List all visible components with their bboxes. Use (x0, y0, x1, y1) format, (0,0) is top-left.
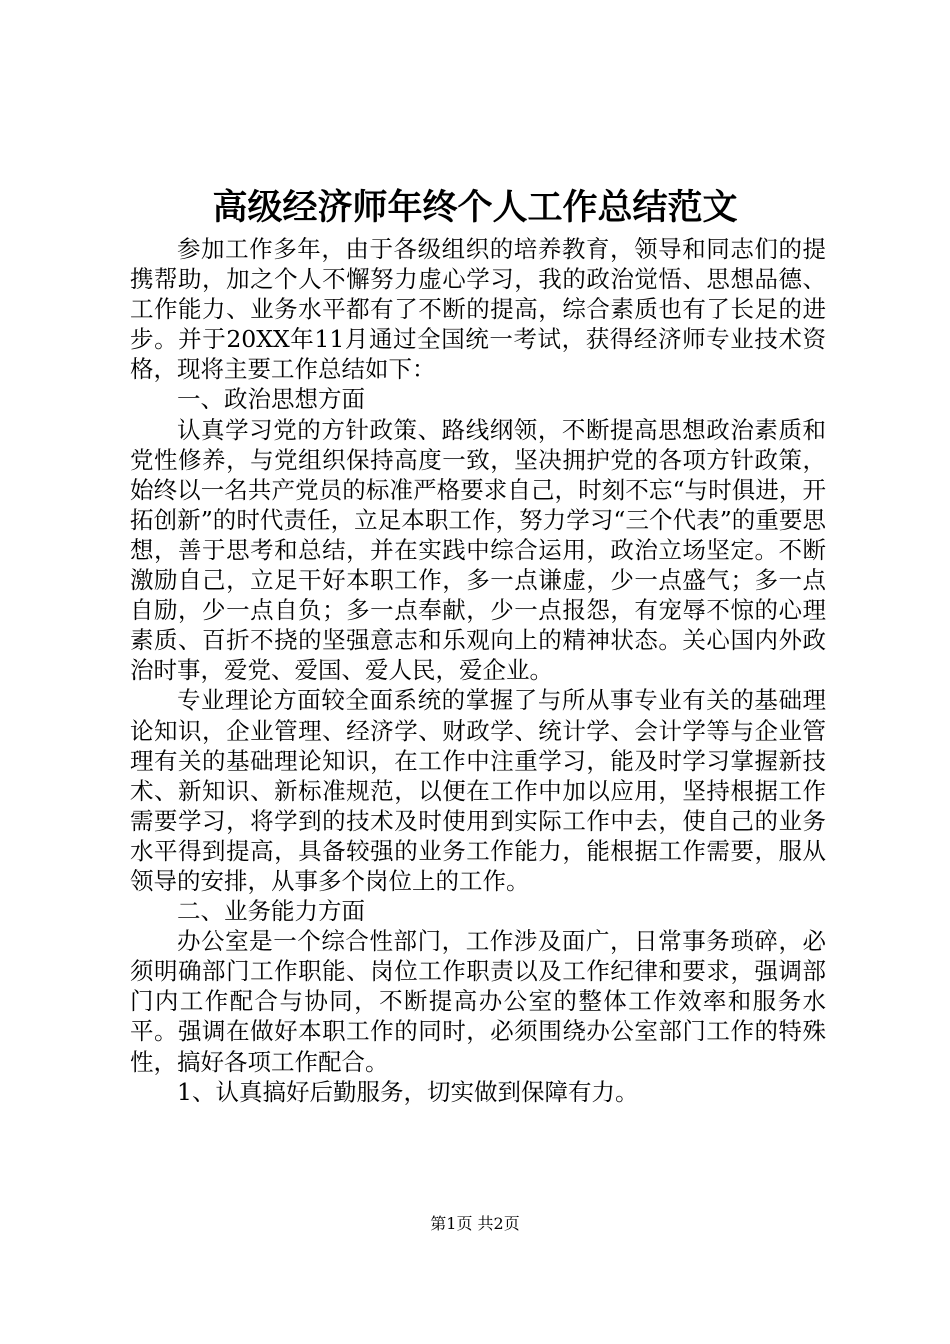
theory-paragraph: 专业理论方面较全面系统的掌握了与所从事专业有关的基础理论知识，企业管理、经济学、财政学、统计学、会计学等与企业管理有关的基础理论知识，在工作中注重学习，能及时学习掌握新技术、新知识、新标准规范，以便在工作中加以应用，坚持根据工作需要学习，将学到的技术及时使用到实际工作中去，使自己的业务水平得到提高，具备较强的业务工作能力，能根据工作需要，服从领导的安排，从事多个岗位上的工作。 (130, 686, 826, 895)
document-body (130, 234, 826, 1107)
section-heading-politics: 一、政治思想方面 (177, 385, 365, 414)
item-1-paragraph: 1、认真搞好后勤服务，切实做到保障有力。 (177, 1077, 639, 1106)
section-heading-business: 二、业务能力方面 (177, 897, 365, 926)
office-paragraph: 办公室是一个综合性部门，工作涉及面广，日常事务琐碎，必须明确部门工作职能、岗位工作职责以及工作纪律和要求，强调部门内工作配合与协同，不断提高办公室的整体工作效率和服务水平。强调在做好本职工作的同时，必须围绕办公室部门工作的特殊性，搞好各项工作配合。 (130, 927, 826, 1076)
intro-paragraph: 参加工作多年，由于各级组织的培养教育，领导和同志们的提携帮助，加之个人不懈努力虚心学习，我的政治觉悟、思想品德、工作能力、业务水平都有了不断的提高，综合素质也有了长足的进步。并于20XX年11月通过全国统一考试，获得经济师专业技术资格，现将主要工作总结如下： (130, 235, 826, 384)
politics-paragraph: 认真学习党的方针政策、路线纲领，不断提高思想政治素质和党性修养，与党组织保持高度一致，坚决拥护党的各项方针政策，始终以一名共产党员的标准严格要求自己，时刻不忘“与时俱进，开拓创新”的时代责任，立足本职工作，努力学习“三个代表”的重要思想，善于思考和总结，并在实践中综合运用，政治立场坚定。不断激励自己，立足干好本职工作，多一点谦虚，少一点盛气；多一点自励，少一点自负；多一点奉献，少一点报怨，有宠辱不惊的心理素质、百折不挠的坚强意志和乐观向上的精神状态。关心国内外政治时事，爱党、爱国、爱人民，爱企业。 (130, 415, 826, 685)
document-title: 高级经济师年终个人工作总结范文 (212, 187, 738, 228)
page-footer: 第1页 共2页 (430, 1214, 520, 1233)
